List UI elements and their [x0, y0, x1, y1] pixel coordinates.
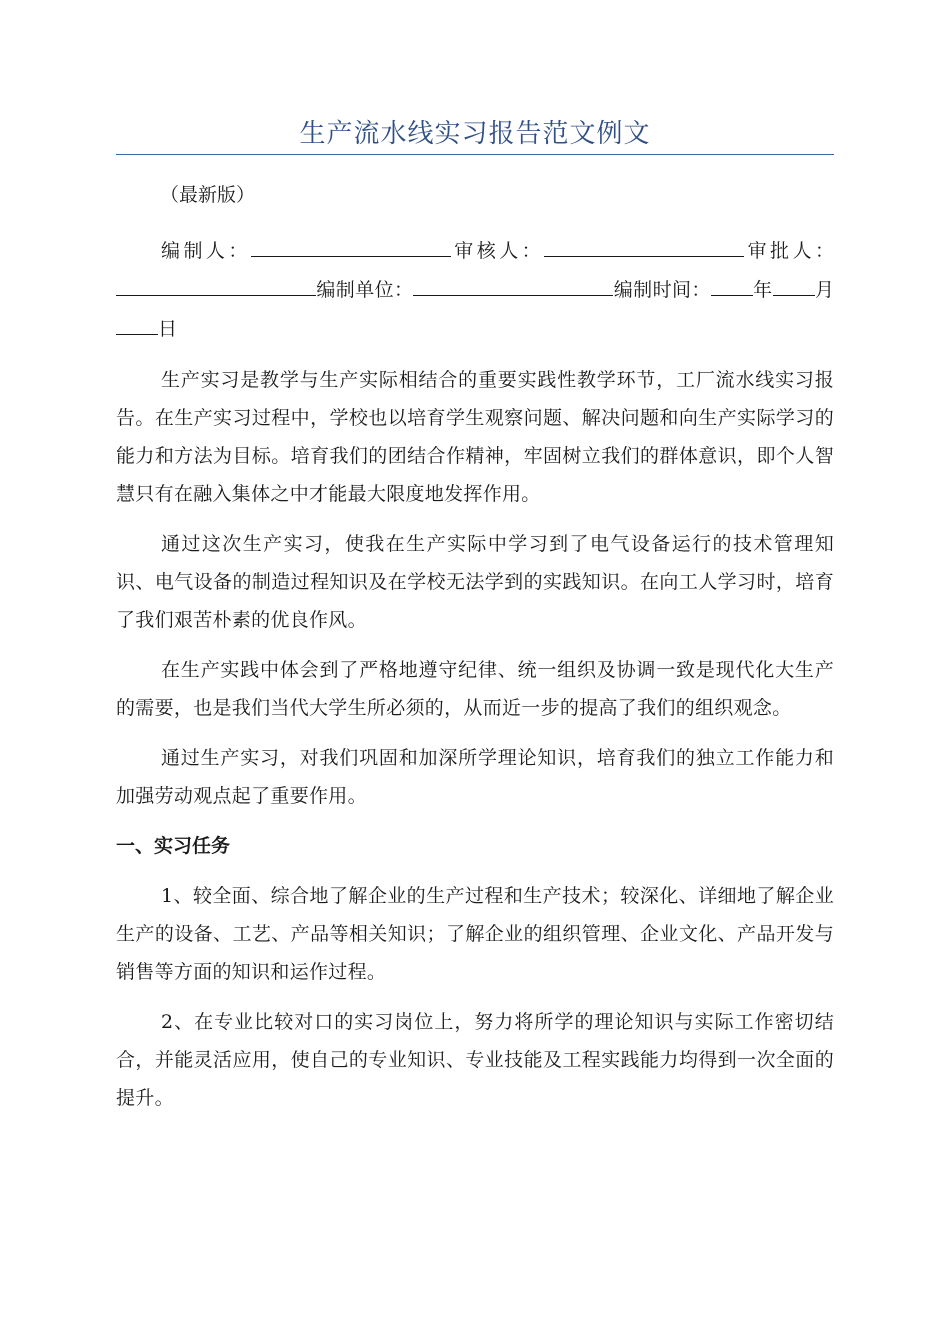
- editor-blank: [251, 234, 451, 257]
- time-label: 编制时间：: [613, 279, 711, 301]
- reviewer-label: 审核人：: [450, 240, 545, 262]
- approval-block: [116, 232, 834, 349]
- editor-label: 编制人：: [161, 240, 251, 262]
- unit-blank: [413, 273, 613, 296]
- title-underline: [116, 154, 834, 155]
- paragraph-summary: 通过生产实习，对我们巩固和加深所学理论知识，培育我们的独立工作能力和加强劳动观点起了重要作用。: [116, 747, 834, 807]
- approver-label: 审批人：: [744, 240, 834, 262]
- task-item-1: 1、较全面、综合地了解企业的生产过程和生产技术；较深化、详细地了解企业生产的设备、工艺、产品等相关知识；了解企业的组织管理、企业文化、产品开发与销售等方面的知识和运作过程。: [116, 885, 834, 983]
- reviewer-blank: [544, 234, 744, 257]
- task-item-2: 2、在专业比较对口的实习岗位上，努力将所学的理论知识与实际工作密切结合，并能灵活应用，使自己的专业知识、专业技能及工程实践能力均得到一次全面的提升。: [116, 1011, 834, 1109]
- document-body: [116, 361, 834, 1129]
- document-title: 生产流水线实习报告范文例文: [299, 119, 651, 149]
- year-label: 年: [752, 279, 773, 301]
- approver-blank: [116, 273, 316, 296]
- unit-label: 编制单位：: [316, 279, 414, 301]
- year-blank: [711, 273, 753, 296]
- section-heading-tasks: 一、实习任务: [116, 835, 231, 857]
- day-blank: [116, 312, 158, 335]
- paragraph-discipline: 在生产实践中体会到了严格地遵守纪律、统一组织及协调一致是现代化大生产的需要，也是我们当代大学生所必须的，从而近一步的提高了我们的组织观念。: [116, 659, 834, 719]
- month-blank: [773, 273, 815, 296]
- month-label: 月: [814, 279, 834, 301]
- paragraph-intro: 生产实习是教学与生产实际相结合的重要实践性教学环节，工厂流水线实习报告。在生产实习过程中，学校也以培育学生观察问题、解决问题和向生产实际学习的能力和方法为目标。培育我们的团结合作精神，牢固树立我们的群体意识，即个人智慧只有在融入集体之中才能最大限度地发挥作用。: [116, 369, 834, 505]
- day-label: 日: [158, 318, 178, 340]
- version-note: （最新版）: [160, 184, 256, 206]
- paragraph-knowledge: 通过这次生产实习，使我在生产实际中学习到了电气设备运行的技术管理知识、电气设备的制造过程知识及在学校无法学到的实践知识。在向工人学习时，培育了我们艰苦朴素的优良作风。: [116, 533, 834, 631]
